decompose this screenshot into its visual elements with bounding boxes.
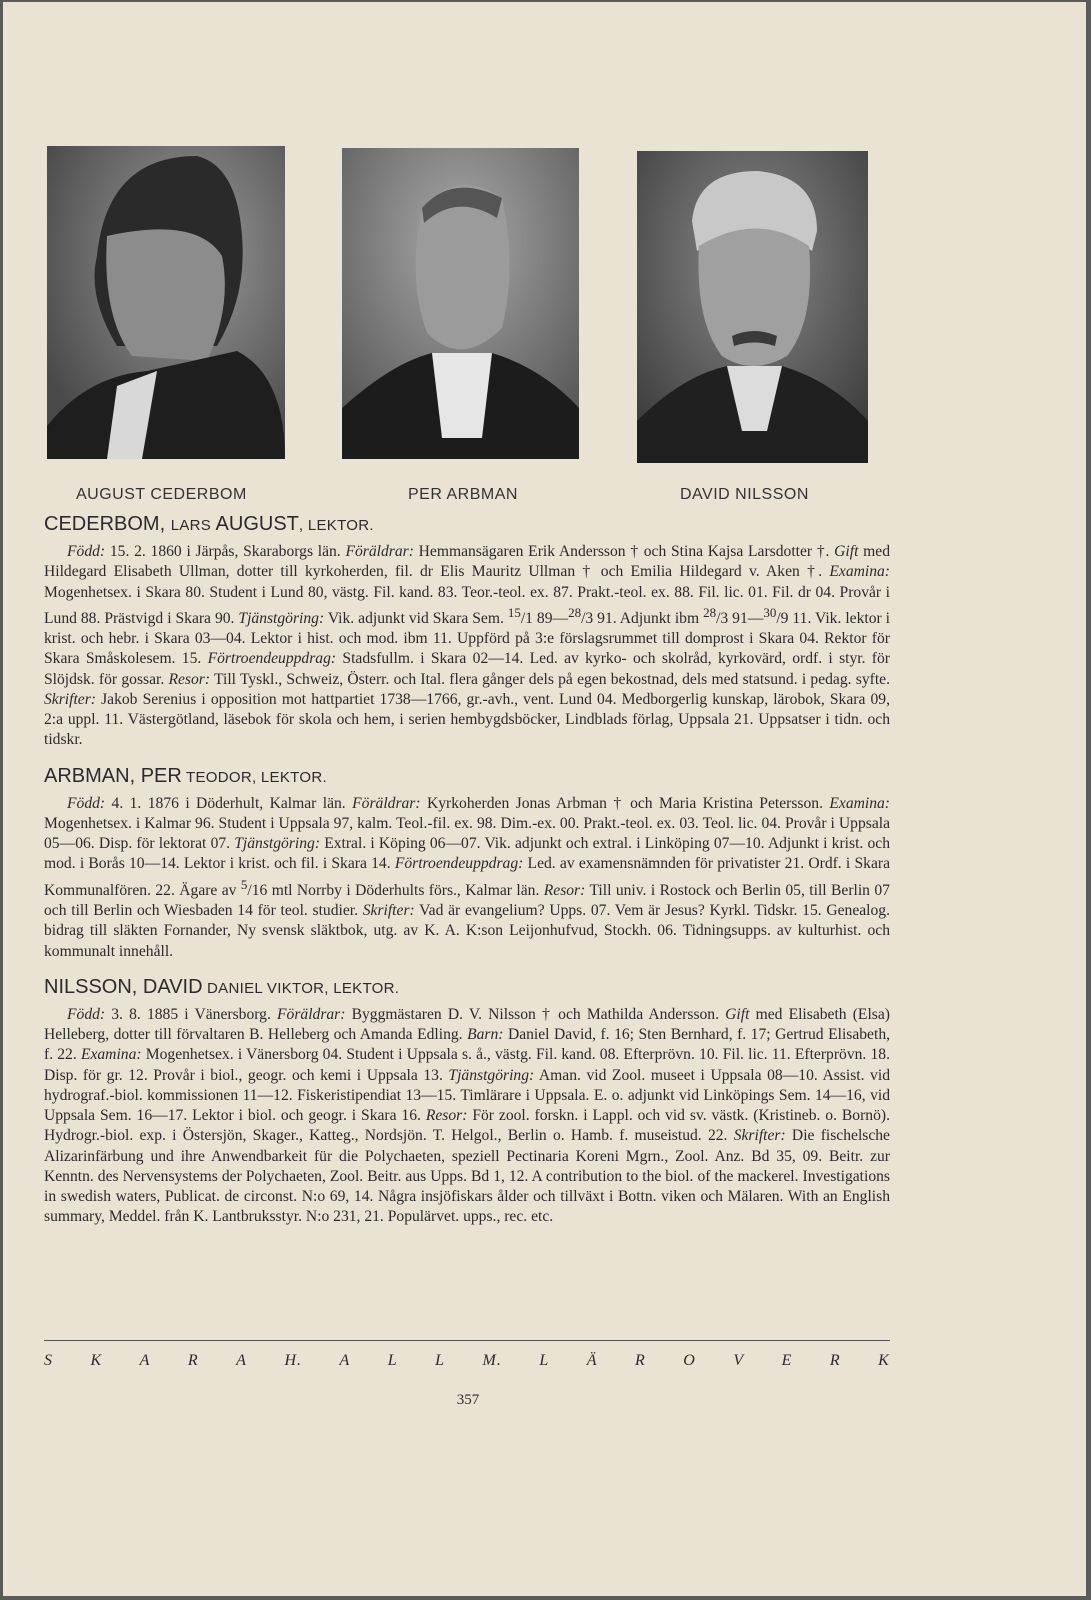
entry-heading [44, 512, 890, 538]
footer-letter: Ä [586, 1352, 598, 1369]
footer-rule [44, 1340, 890, 1341]
footer-letter: L [539, 1352, 550, 1369]
page-number: 357 [456, 1392, 480, 1408]
footer-letter: H. [284, 1352, 302, 1369]
entry-title: DANIEL VIKTOR, LEKTOR. [202, 979, 400, 997]
entry-main-given-name: DAVID [142, 975, 203, 998]
entry-heading [44, 975, 890, 1001]
footer-letter: E [781, 1352, 793, 1369]
entry-body: Född: 4. 1. 1876 i Döderhult, Kalmar län. Föräldrar: Kyrkoherden Jonas Arbman † och Maria Kristina Petersson. Examina: Mogenhetsex. i Kalmar 96. Student i Uppsala 97, kalm. Teol.-fil. ex. 98. Dim.-ex. 00. Prakt.-teol. ex. 03. Teol. lic. 04. Provår i Uppsala 05—06. Disp. för lektorat 07. Tjänstgöring: Extral. i Köping 06—07. Vik. adjunkt och extral. i Linköping 07—10. Adjunkt i krist. och mod. i Borås 10—14. Lektor i krist. och fil. i Skara 14. Förtroendeuppdrag: Led. av examensnämnden för privatister 21. Ordf. i Skara Kommunalfören. 22. Ägare av $^5$/16 mtl Norrby i Döderhults förs., Kalmar län. Resor: Till univ. i Rostock och Berlin 05, till Berlin 07 och till Berlin och Wiesbaden 14 för teol. studier. Skrifter: Vad är evangelium? Upps. 07. Vem är Jesus? Kyrkl. Tidskr. 15. Genealog. bidrag till släkten Fornander, Ny svensk släktbok, utg. av K. A. K:son Leijonhufvud, Stockh. 06. Tidningsupps. av kulturhist. och kommunalt innehåll. [44, 794, 891, 960]
footer-letter: L [387, 1352, 398, 1369]
portrait-cederbom-image [47, 146, 285, 459]
portrait-arbman [342, 148, 579, 459]
portrait-arbman-image [342, 148, 579, 459]
footer-letter: S [44, 1352, 53, 1369]
entry-surname: ARBMAN, [44, 764, 141, 787]
entry-surname: NILSSON, [44, 975, 143, 998]
entry-body: Född: 3. 8. 1885 i Vänersborg. Föräldrar: Byggmästaren D. V. Nilsson † och Mathilda Andersson. Gift med Elisabeth (Elsa) Helleberg, dotter till förvaltaren B. Helleberg och Amanda Edling. Barn: Daniel David, f. 16; Sten Bernhard, f. 17; Gertrud Elisabeth, f. 22. Examina: Mogenhetsex. i Vänersborg 04. Student i Uppsala s. å., västg. Fil. kand. 08. Efterprövn. 10. Fil. lic. 11. Efterprövn. 18. Disp. för gr. 12. Provår i biol., geogr. och kemi i Uppsala 13. Tjänstgöring: Aman. vid Zool. museet i Uppsala 08—10. Assist. vid hydrograf.-biol. kommissionen 11—12. Fiskeristipendiat 13—15. Timlärare i Uppsala. E. o. adjunkt vid Linköpings Sem. 14—16, vid Uppsala Sem. 16—17. Lektor i biol. och geogr. i Skara 16. Resor: För zool. forskn. i Lappl. och vid sv. västk. (Kristineb. o. Bornö). Hydrogr.-biol. exp. i Östersjön, Skager., Katteg., Nordsjön. T. Helgol., Berlin o. Hamb. f. museistud. 22. Skrifter: Die fischelsche Alizarinfärbung und ihre Anwendbarkeit für die Polychaeten, speziell Pectinaria Koreni Mgrn., Zool. Anz. Bd 35, 09. Beitr. zur Kenntn. des Nervensystems der Polychaeten, Zool. Beitr. aus Upps. Bd 1, 12. A contribution to the biol. of the mackerel. Investigations in swedish waters, Publicat. de circonst. N:o 69, 14. Några insjöfiskars ålder och tillväxt i Bottn. viken och Mälaren. With an English summary, Meddel. från K. Lantbruksstyr. N:o 231, 21. Populärvet. upps., rec. etc. [44, 1005, 891, 1226]
portrait-caption-3: DAVID NILSSON [680, 486, 809, 503]
footer-letter: V [733, 1352, 745, 1369]
running-footer [44, 1352, 890, 1370]
entry-body: Född: 15. 2. 1860 i Järpås, Skaraborgs län. Föräldrar: Hemmansägaren Erik Andersson † och Stina Kajsa Larsdotter †. Gift med Hildegard Elisabeth Ullman, dotter till kyrkoherden, fil. dr Elis Mauritz Ullman † och Emilia Hildegard v. Aken †. Examina: Mogenhetsex. i Skara 80. Student i Lund 80, västg. Fil. kand. 83. Teor.-teol. ex. 87. Prakt.-teol. ex. 88. Fil. lic. 01. Fil. dr 04. Provår i Lund 88. Prästvigd i Skara 90. Tjänstgöring: Vik. adjunkt vid Skara Sem. $^{15}$/1 89—$^{28}$/3 91. Adjunkt ibm $^{28}$/3 91—$^{30}$/9 11. Vik. lektor i krist. och hebr. i Skara 03—04. Lektor i hist. och mod. ibm 11. Uppförd på 3:e förslagsrummet till domprost i Skara 04. Rektor för Skara Småskolesem. 15. Förtroendeuppdrag: Stadsfullm. i Skara 02—14. Led. av kyrko- och skolråd, kyrkovärd, ordf. i styr. för Slöjdsk. för gossar. Resor: Till Tyskl., Schweiz, Österr. och Ital. flera gånger dels på egen bekostnad, dels med statsund. i pedag. syfte. Skrifter: Jakob Serenius i opposition mot hattpartiet 1738—1766, gr.-avh., vent. Lund 04. Medborgerlig kunskap, lärobok, Skara 09, 2:a uppl. 11. Västergötland, läsebok för skola och hem, i serien hembygdsböcker, Lindblads förlag, Uppsala 21. Uppsatser i tidn. och tidskr. [44, 543, 890, 749]
portrait-cederbom [47, 146, 285, 459]
footer-letter: O [683, 1352, 696, 1369]
footer-letter: K [878, 1352, 890, 1369]
entry-main-given-name: PER [140, 764, 182, 787]
entry-main-given-name: AUGUST [215, 513, 299, 535]
entry-given-names: LARS [170, 517, 216, 534]
biography-entries [44, 512, 890, 1241]
footer-letter: K [90, 1352, 103, 1369]
footer-letter: L [435, 1352, 446, 1369]
entry-heading [44, 764, 890, 790]
portrait-nilsson [637, 151, 868, 463]
footer-letter: A [139, 1352, 151, 1369]
portrait-caption-1: AUGUST CEDERBOM [76, 486, 247, 503]
footer-letter: R [635, 1352, 646, 1369]
footer-letter: M. [482, 1352, 502, 1369]
footer-letter: R [829, 1352, 841, 1369]
entry-title: , LEKTOR. [298, 517, 374, 534]
book-page [3, 2, 1086, 1596]
footer-letter: A [236, 1352, 247, 1369]
portrait-nilsson-image [637, 151, 868, 463]
entry-surname: CEDERBOM, [44, 513, 171, 535]
footer-letter: R [187, 1352, 199, 1369]
portrait-caption-2: PER ARBMAN [408, 486, 518, 503]
entry-title: TEODOR, LEKTOR. [181, 768, 327, 786]
footer-letter: A [339, 1352, 351, 1369]
